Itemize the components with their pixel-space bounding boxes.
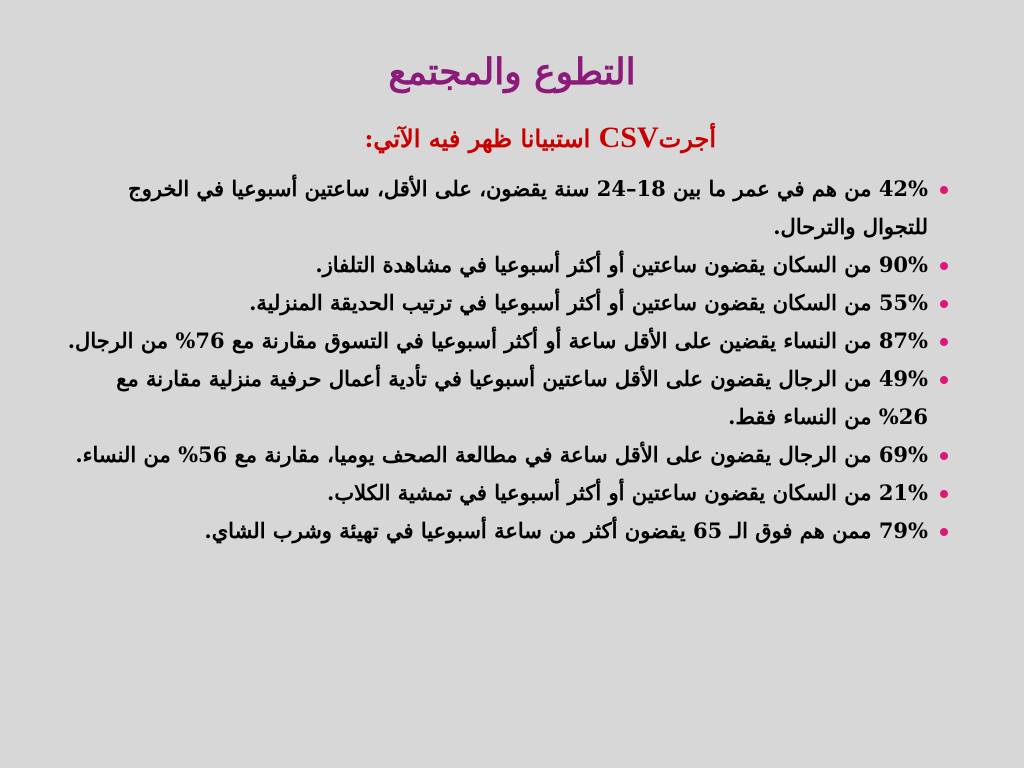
list-item xyxy=(64,512,948,550)
list-item xyxy=(64,322,948,360)
subtitle xyxy=(365,118,716,159)
bullet-dot-icon xyxy=(940,452,948,460)
subtitle-prefix: أجرت xyxy=(658,124,716,153)
bullet-text: 79% ممن هم فوق الـ 65 يقضون أكثر من ساعة أسبوعيا في تهيئة وشرب الشاي. xyxy=(204,518,928,543)
list-item xyxy=(64,360,948,436)
bullet-text: 69% من الرجال يقضون على الأقل ساعة في مطالعة الصحف يوميا، مقارنة مع 56% من النساء. xyxy=(75,442,928,467)
bullet-text: 42% من هم في عمر ما بين 18–24 سنة يقضون، على الأقل، ساعتين أسبوعيا في الخروج للتجوال والترحال. xyxy=(128,176,928,239)
bullet-dot-icon xyxy=(940,528,948,536)
bullet-text: 21% من السكان يقضون ساعتين أو أكثر أسبوعيا في تمشية الكلاب. xyxy=(327,480,928,505)
list-item xyxy=(64,284,948,322)
list-item xyxy=(64,436,948,474)
subtitle-suffix: استبيانا ظهر فيه الآتي: xyxy=(364,124,599,153)
bullet-dot-icon xyxy=(940,376,948,384)
bullet-text: 87% من النساء يقضين على الأقل ساعة أو أكثر أسبوعيا في التسوق مقارنة مع 76% من الرجال. xyxy=(67,328,928,353)
bullet-text: 55% من السكان يقضون ساعتين أو أكثر أسبوعيا في ترتيب الحديقة المنزلية. xyxy=(249,290,928,315)
bullet-dot-icon xyxy=(940,338,948,346)
bullet-dot-icon xyxy=(940,262,948,270)
list-item xyxy=(64,246,948,284)
bullet-dot-icon xyxy=(940,186,948,194)
bullet-text: 49% من الرجال يقضون على الأقل ساعتين أسبوعيا في تأدية أعمال حرفية منزلية مقارنة مع 26% من النساء فقط. xyxy=(116,366,928,429)
bullet-dot-icon xyxy=(940,300,948,308)
bullet-text: 90% من السكان يقضون ساعتين أو أكثر أسبوعيا في مشاهدة التلفاز. xyxy=(315,252,928,277)
bullet-dot-icon xyxy=(940,490,948,498)
subtitle-csv: CSV xyxy=(598,121,659,154)
list-item xyxy=(64,474,948,512)
bullet-list xyxy=(64,170,948,550)
slide-title: التطوع والمجتمع xyxy=(388,51,636,93)
list-item xyxy=(64,170,948,246)
